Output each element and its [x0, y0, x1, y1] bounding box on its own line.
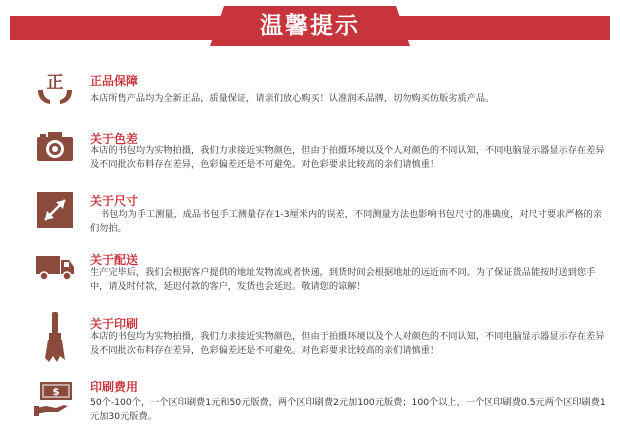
section-heading: 正品保障: [90, 74, 139, 88]
resize-icon: [34, 189, 76, 231]
section-text: 书包均为手工测量，成品书包手工测量存在1-3厘米内的误差，不同测量方法也影响书包尺寸的准确度，对尺寸要求严格的亲们勿拍。: [90, 209, 602, 234]
genuine-glyph: 正: [46, 73, 64, 93]
section-text: 50个-100个，一个区印刷费1元和50元版费，两个区印刷费2元加100元版费；100个以上，一个区印刷费0.5元两个区印刷费1元加30元版费。: [90, 397, 606, 422]
section-heading: 关于色差: [90, 132, 139, 146]
section-heading: 关于印刷: [90, 317, 139, 331]
section-text: 本店所售产品均为全新正品，质量保证，请亲们放心购买！认准润禾品牌，切勿购买仿版劣质产品。: [90, 93, 495, 104]
section-text: 本店的书包均为实物拍摄，我们力求接近实物颜色，但由于拍摄环境以及个人对颜色的不同认知，不同电脑显示器显示存在差异及不同批次布料存在差异，色彩偏差还是不可避免。对色彩要求比较高的亲们请慎重！: [90, 145, 605, 170]
truck-icon: [34, 246, 76, 288]
genuine-icon: [34, 66, 76, 108]
header-banner: [10, 6, 610, 46]
money-hand-icon: [34, 378, 76, 420]
section-heading: 印刷费用: [90, 380, 139, 394]
camera-icon: [34, 126, 76, 168]
section-heading: 关于尺寸: [90, 194, 139, 208]
svg-text:$: $: [52, 387, 60, 398]
section-text: 生产完毕后，我们会根据客户提供的地址发物流或者快递，到货时间会根据地址的远近而不同。为了保证货品能按时送到您手中，请及时付款，延迟付款的客户，发货也会延迟。敬请您的谅解！: [90, 267, 596, 292]
brush-icon: [34, 310, 76, 366]
page-title: 温馨提示: [260, 13, 360, 39]
section-text: 本店的书包均为实物拍摄，我们力求接近实物颜色，但由于拍摄环境以及个人对颜色的不同认知，不同电脑显示器显示存在差异及不同批次布料存在差异，色彩偏差还是不可避免。对色彩要求比较高的亲们请慎重！: [90, 331, 605, 356]
section-heading: 关于配送: [90, 253, 139, 267]
